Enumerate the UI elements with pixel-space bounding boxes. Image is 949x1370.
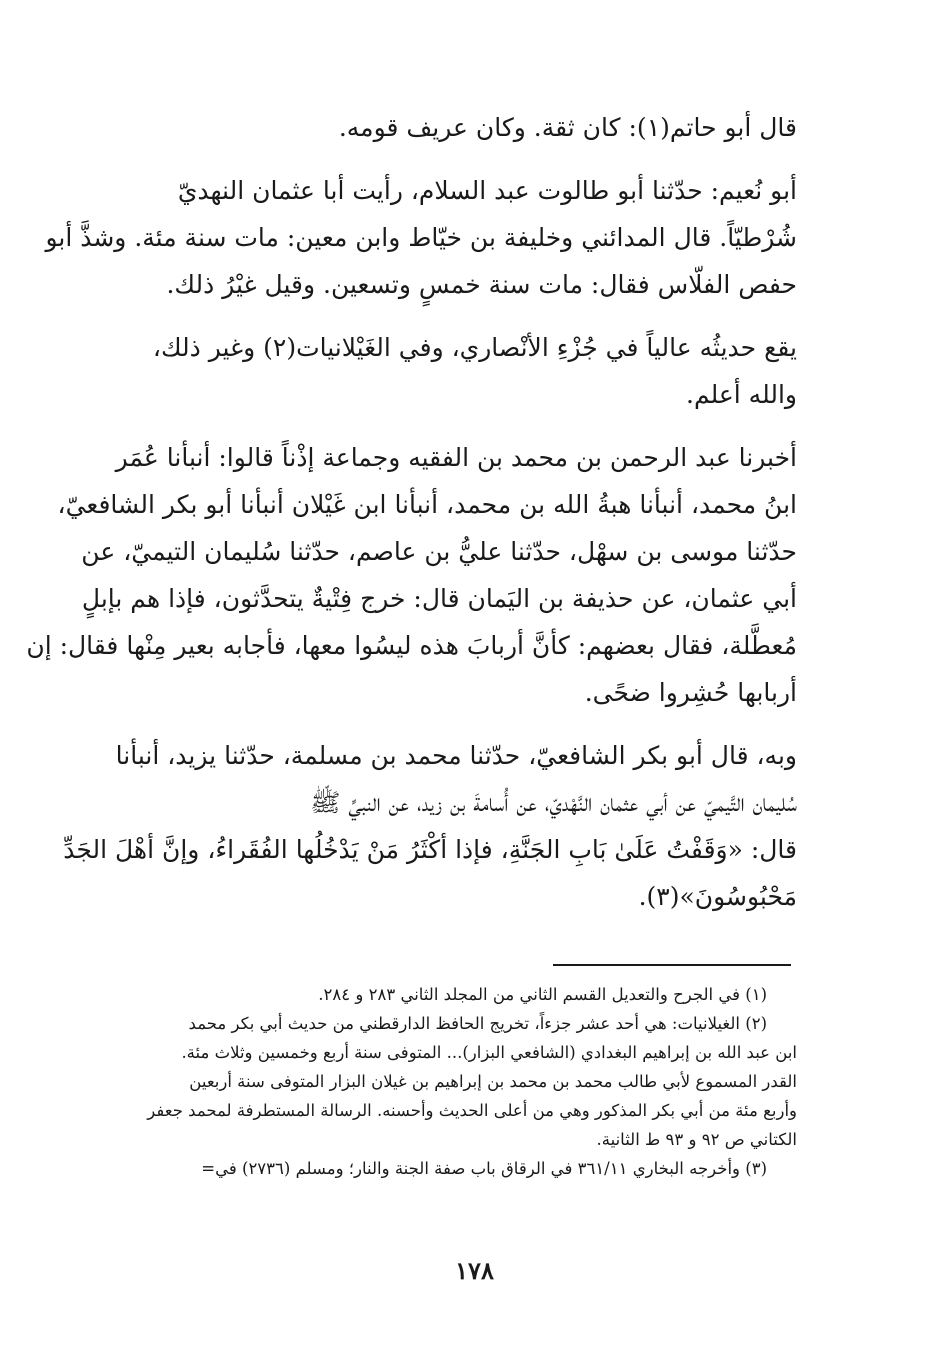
text-line: يقع حديثُه عالياً في جُزْءِ الأنْصاري، وفي الغَيْلانيات(٢) وغير ذلك، (152, 333, 797, 362)
paragraph-abu-hatim (112, 104, 797, 151)
text-line: شُرْطيّاً. قال المدائني وخليفة بن خيّاط وابن معين: مات سنة مئة. وشذَّ أبو (45, 223, 797, 252)
paragraph-hudhayfa-narration (26, 434, 797, 716)
footnote-2-line: الكتاني ص ٩٢ و ٩٣ ط الثانية. (596, 1130, 797, 1149)
footnote-2-line: ابن عبد الله بن إبراهيم البغدادي (الشافعي البزار)... المتوفى سنة أربع وخمسين وثلاث مئة. (181, 1043, 797, 1062)
page-number: ١٧٨ (455, 1256, 494, 1285)
footnote-1: (١) في الجرح والتعديل القسم الثاني من المجلد الثاني ٢٨٣ و ٢٨٤. (318, 985, 767, 1004)
footnote-2-line: القدر المسموع لأبي طالب محمد بن محمد بن إبراهيم بن غيلان البزار المتوفى سنة أربعين (189, 1072, 797, 1091)
text-line: حدّثنا موسى بن سهْل، حدّثنا عليُّ بن عاصم، حدّثنا سُليمان التيميّ، عن (81, 537, 797, 566)
text-line: أخبرنا عبد الرحمن بن محمد بن الفقيه وجماعة إذْناً قالوا: أنبأنا عُمَر (115, 443, 797, 472)
footnote-2: (٢) الغيلانيات: هي أحد عشر جزءاً، تخريج الحافظ الدارقطني من حديث أبي بكر محمد (188, 1014, 767, 1033)
text-line: أبي عثمان، عن حذيفة بن اليَمان قال: خرج فِتْيةٌ يتحدَّثون، فإذا هم بإبلٍ (81, 584, 797, 613)
text-line: ابنُ محمد، أنبأنا هبةُ الله بن محمد، أنبأنا ابن غَيْلان أنبأنا أبو بكر الشافعيّ، (57, 490, 797, 519)
main-text (26, 104, 797, 920)
text-line: أبو نُعيم: حدّثنا أبو طالوت عبد السلام، رأيت أبا عثمان النهديّ (177, 176, 797, 205)
text-line: وبه، قال أبو بكر الشافعيّ، حدّثنا محمد بن مسلمة، حدّثنا يزيد، أنبأنا (115, 741, 797, 770)
footnote-3: (٣) وأخرجه البخاري ٣٦١/١١ في الرقاق باب صفة الجنة والنار؛ ومسلم (٢٧٣٦) في= (201, 1159, 767, 1178)
text-line: قال: «وَقَفْتُ عَلَىٰ بَابِ الجَنَّةِ، فإذا أكْثَرُ مَنْ يَدْخُلُها الفُقَراءُ، وإنَّ أهْلَ الجَدِّ (63, 835, 797, 864)
paragraph-abu-nuaym (45, 167, 797, 308)
text-line: قال أبو حاتم(١): كان ثقة. وكان عريف قومه. (338, 113, 797, 142)
paragraph-hadith-location (112, 324, 797, 418)
text-line: مَحْبُوسُونَ»(٣). (638, 882, 797, 911)
paragraph-usama-narration (63, 732, 797, 920)
footnotes (112, 980, 797, 1183)
text-line: سُليمان التَّيميّ عن أبي عثمان النَّهْديّ، عن أُسامةَ بن زيد، عن النبيِّ ﷺ (310, 788, 797, 817)
text-line: مُعطَّلة، فقال بعضهم: كأنَّ أربابَ هذه ليسُوا معها، فأجابه بعير مِنْها فقال: إن (26, 631, 797, 660)
text-line: حفص الفلّاس فقال: مات سنة خمسٍ وتسعين. وقيل غيْرُ ذلك. (166, 270, 797, 299)
text-line: والله أعلم. (686, 380, 797, 409)
text-line: أربابها حُشِروا ضحًى. (584, 678, 797, 707)
footnote-divider (553, 964, 791, 966)
footnote-2-line: وأربع مئة من أبي بكر المذكور وهي من أعلى الحديث وأحسنه. الرسالة المستطرفة لمحمد جعفر (147, 1101, 797, 1120)
